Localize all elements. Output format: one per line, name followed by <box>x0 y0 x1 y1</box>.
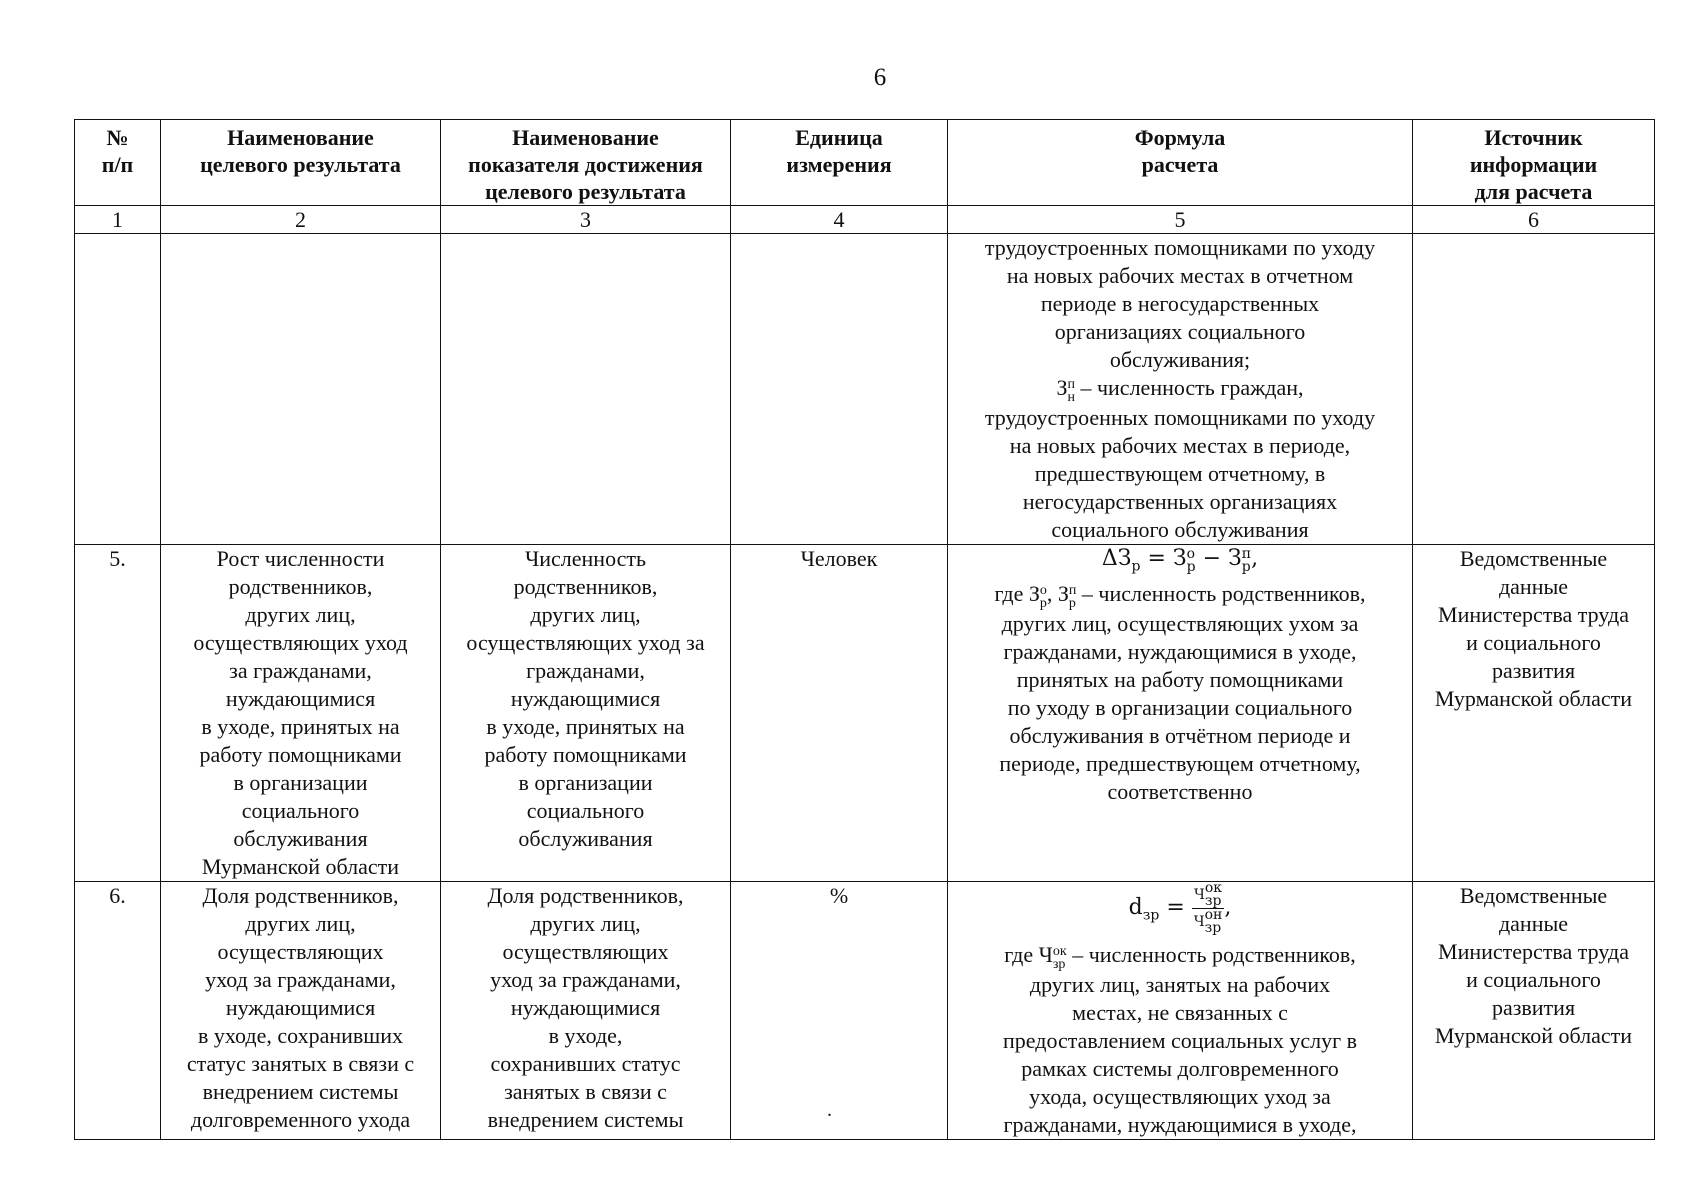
formula-sub: р <box>1186 559 1196 575</box>
var-description: – численность граждан, <box>1074 375 1304 400</box>
cell-empty <box>1413 234 1655 545</box>
text-line: на новых рабочих местах в отчетном <box>1006 263 1354 288</box>
formula-punct: , <box>1251 546 1259 571</box>
text-line: предшествующем отчетному, в <box>1034 461 1326 486</box>
formula-text <box>952 404 1408 544</box>
text-line: гражданами, нуждающимися в уходе, <box>1003 1112 1357 1137</box>
cell-empty <box>75 234 161 545</box>
text-line: в уходе, <box>548 1023 623 1048</box>
text-line: в уходе, принятых на <box>486 714 685 739</box>
text-line: сохранивших статус <box>490 1051 681 1076</box>
text-line: социального <box>241 798 360 823</box>
text-line: осуществляющих уход за <box>466 630 705 655</box>
unit-cell: % <box>731 882 948 1140</box>
where-text: где Ч <box>1004 942 1053 967</box>
header-row <box>75 120 1655 206</box>
formula-sub: зр <box>1142 907 1160 924</box>
text-line: других лиц, <box>245 602 356 627</box>
formula-punct: , <box>1224 895 1232 920</box>
text-line: Ведомственные <box>1459 883 1608 908</box>
var-sub: н <box>1067 390 1075 405</box>
formula-sub: р <box>1241 559 1251 575</box>
text-line: Доля родственников, <box>202 883 399 908</box>
frac-sup: он <box>1204 907 1223 923</box>
header-cell: Наименование показателя достижения целевого результата <box>441 120 731 206</box>
cell-empty <box>731 234 948 545</box>
text-line: Мурманской области <box>1434 1023 1633 1048</box>
frac-sub: зр <box>1204 920 1222 936</box>
header-cell: Единица измерения <box>731 120 948 206</box>
text-line: статус занятых в связи с <box>186 1051 415 1076</box>
var-sup: п <box>1067 377 1075 392</box>
where-sub: р <box>1039 596 1047 611</box>
indicator-cell <box>441 882 731 1140</box>
text-line: принятых на работу помощниками <box>1016 667 1344 692</box>
frac-sub: зр <box>1204 893 1222 909</box>
result-text <box>165 545 436 881</box>
cell-empty <box>161 234 441 545</box>
text-line: трудоустроенных помощниками по уходу <box>984 405 1376 430</box>
header-cell: № п/п <box>75 120 161 206</box>
text-line: предоставлением социальных услуг в <box>1003 1028 1357 1053</box>
text-line: Рост численности <box>216 546 385 571</box>
text-line: данные <box>1498 574 1569 599</box>
text-line: гражданами, <box>526 658 645 683</box>
unit-cell: Человек <box>731 545 948 882</box>
text-line: периоде в негосударственных <box>1040 291 1320 316</box>
text-line: Доля родственников, <box>487 883 684 908</box>
text-line: других лиц, занятых на рабочих <box>1029 972 1331 997</box>
text-line: других лиц, <box>530 602 641 627</box>
formula-sup: п <box>1241 546 1252 562</box>
header-cell: Источник информации для расчета <box>1413 120 1655 206</box>
text-line: других лиц, осуществляющих ухом за <box>1001 611 1359 636</box>
text-line: других лиц, <box>530 911 641 936</box>
text-line: гражданами, нуждающимися в уходе, <box>1003 639 1357 664</box>
fraction-denominator <box>1192 909 1225 935</box>
formula-where-line <box>952 941 1408 971</box>
row-number: 5. <box>75 545 161 882</box>
where-indices <box>1053 945 1067 971</box>
where-sub: зр <box>1052 957 1066 972</box>
text-line: Министерства труда <box>1438 939 1629 964</box>
text-line: рамках системы долговременного <box>1021 1056 1339 1081</box>
formula-text <box>952 610 1408 806</box>
fraction-numerator <box>1192 882 1225 909</box>
text-line: социального обслуживания <box>1051 517 1309 542</box>
text-line: обслуживания <box>518 826 653 851</box>
source-text <box>1417 882 1650 1050</box>
text-line: периоде, предшествующем отчетному, <box>999 751 1361 776</box>
formula-fraction <box>1192 882 1225 935</box>
column-number: 3 <box>441 206 731 234</box>
text-line: Мурманской области <box>1434 686 1633 711</box>
text-line: внедрением системы <box>487 1107 684 1132</box>
where-text: где З <box>994 581 1040 606</box>
text-line: Численность <box>524 546 647 571</box>
text-line: нуждающимися <box>510 995 661 1020</box>
formula-sup: о <box>1186 546 1196 562</box>
formula-part: = З <box>1140 546 1187 571</box>
header-cell: Формула расчета <box>948 120 1413 206</box>
frac-base: Ч <box>1194 887 1205 903</box>
text-line: организациях социального <box>1054 319 1306 344</box>
formula-part: ΔЗ <box>1101 546 1132 571</box>
text-line: родственников, <box>513 574 658 599</box>
cell-empty <box>441 234 731 545</box>
column-number: 4 <box>731 206 948 234</box>
result-text <box>165 882 436 1134</box>
source-cell <box>1413 545 1655 882</box>
formula-text <box>952 234 1408 374</box>
text-line: обслуживания; <box>1109 347 1251 372</box>
text-line: Мурманской области <box>201 854 400 879</box>
table-row <box>75 545 1655 882</box>
text-line: работу помощниками <box>484 742 687 767</box>
text-line: нуждающимися <box>510 686 661 711</box>
var-indices <box>1067 378 1075 404</box>
column-number: 5 <box>948 206 1413 234</box>
text-line: осуществляющих <box>502 939 669 964</box>
page-number: 6 <box>873 64 887 91</box>
text-line: ухода, осуществляющих уход за <box>1029 1084 1331 1109</box>
text-line: осуществляющих уход <box>193 630 408 655</box>
text-line: Ведомственные <box>1459 546 1608 571</box>
row-number: 6. <box>75 882 161 1140</box>
formula-part: d <box>1128 895 1143 920</box>
text-line: Министерства труда <box>1438 602 1629 627</box>
text-line: социального <box>526 798 645 823</box>
indicator-text <box>445 882 726 1134</box>
source-text <box>1417 545 1650 713</box>
formula-equation <box>952 545 1408 574</box>
where-sep: , З <box>1046 581 1069 606</box>
formula-sub: р <box>1131 558 1141 575</box>
formula-indices <box>1187 548 1196 574</box>
where-indices <box>1040 584 1047 610</box>
where-sup: п <box>1068 583 1077 598</box>
table-row <box>75 882 1655 1140</box>
text-line: других лиц, <box>245 911 356 936</box>
where-text: – численность родственников, <box>1076 581 1366 606</box>
indicator-text <box>445 545 726 853</box>
text-line: данные <box>1498 911 1569 936</box>
where-text: – численность родственников, <box>1066 942 1356 967</box>
text-line: работу помощниками <box>199 742 402 767</box>
formula-indices <box>1242 548 1251 574</box>
var-symbol: З <box>1056 375 1068 400</box>
text-line: соответственно <box>1107 779 1253 804</box>
indicator-cell <box>441 545 731 882</box>
formula-variable-line <box>952 374 1408 404</box>
text-line: уход за гражданами, <box>205 967 396 992</box>
text-line: внедрением системы <box>202 1079 399 1104</box>
text-line: нуждающимися <box>225 995 376 1020</box>
formula-cell <box>948 882 1413 1140</box>
text-line: уход за гражданами, <box>490 967 681 992</box>
text-line: нуждающимися <box>225 686 376 711</box>
text-line: в организации <box>233 770 368 795</box>
table-row-continuation <box>75 234 1655 545</box>
header-cell: Наименование целевого результата <box>161 120 441 206</box>
text-line: родственников, <box>228 574 373 599</box>
text-line: в организации <box>518 770 653 795</box>
text-line: в уходе, принятых на <box>201 714 400 739</box>
text-line: за гражданами, <box>229 658 372 683</box>
formula-cell <box>948 234 1413 545</box>
text-line: негосударственных организациях <box>1022 489 1338 514</box>
source-cell <box>1413 882 1655 1140</box>
text-line: развития <box>1491 658 1576 683</box>
text-line: занятых в связи с <box>504 1079 667 1104</box>
frac-sup: ок <box>1204 881 1223 896</box>
formula-part: − З <box>1195 546 1242 571</box>
text-line: местах, не связанных с <box>1072 1000 1288 1025</box>
where-sup: ок <box>1052 944 1067 959</box>
where-sub: р <box>1068 596 1076 611</box>
text-line: и социального <box>1466 630 1601 655</box>
result-cell <box>161 545 441 882</box>
formula-where-line <box>952 580 1408 610</box>
text-line: трудоустроенных помощниками по уходу <box>984 235 1376 260</box>
indicators-table <box>74 119 1655 1140</box>
text-line: обслуживания <box>233 826 368 851</box>
column-number: 6 <box>1413 206 1655 234</box>
text-line: осуществляющих <box>217 939 384 964</box>
column-number: 1 <box>75 206 161 234</box>
text-line: в уходе, сохранивших <box>197 1023 403 1048</box>
formula-cell <box>948 545 1413 882</box>
text-line: обслуживания в отчётном периоде и <box>1009 723 1351 748</box>
where-sup: о <box>1039 583 1047 598</box>
formula-equation: $d_{зр}$ = Ч ок зр Ч он зр , <box>1128 881 1232 936</box>
result-cell <box>161 882 441 1140</box>
formula-text <box>952 971 1408 1139</box>
text-line: развития <box>1491 995 1576 1020</box>
column-number-row <box>75 206 1655 234</box>
text-line: на новых рабочих местах в периоде, <box>1009 433 1351 458</box>
stray-dot-mark: . <box>827 1099 832 1121</box>
text-line: по уходу в организации социального <box>1007 695 1353 720</box>
text-line: долговременного ухода <box>190 1107 411 1132</box>
text-line: и социального <box>1466 967 1601 992</box>
column-number: 2 <box>161 206 441 234</box>
frac-base: Ч <box>1193 914 1205 930</box>
